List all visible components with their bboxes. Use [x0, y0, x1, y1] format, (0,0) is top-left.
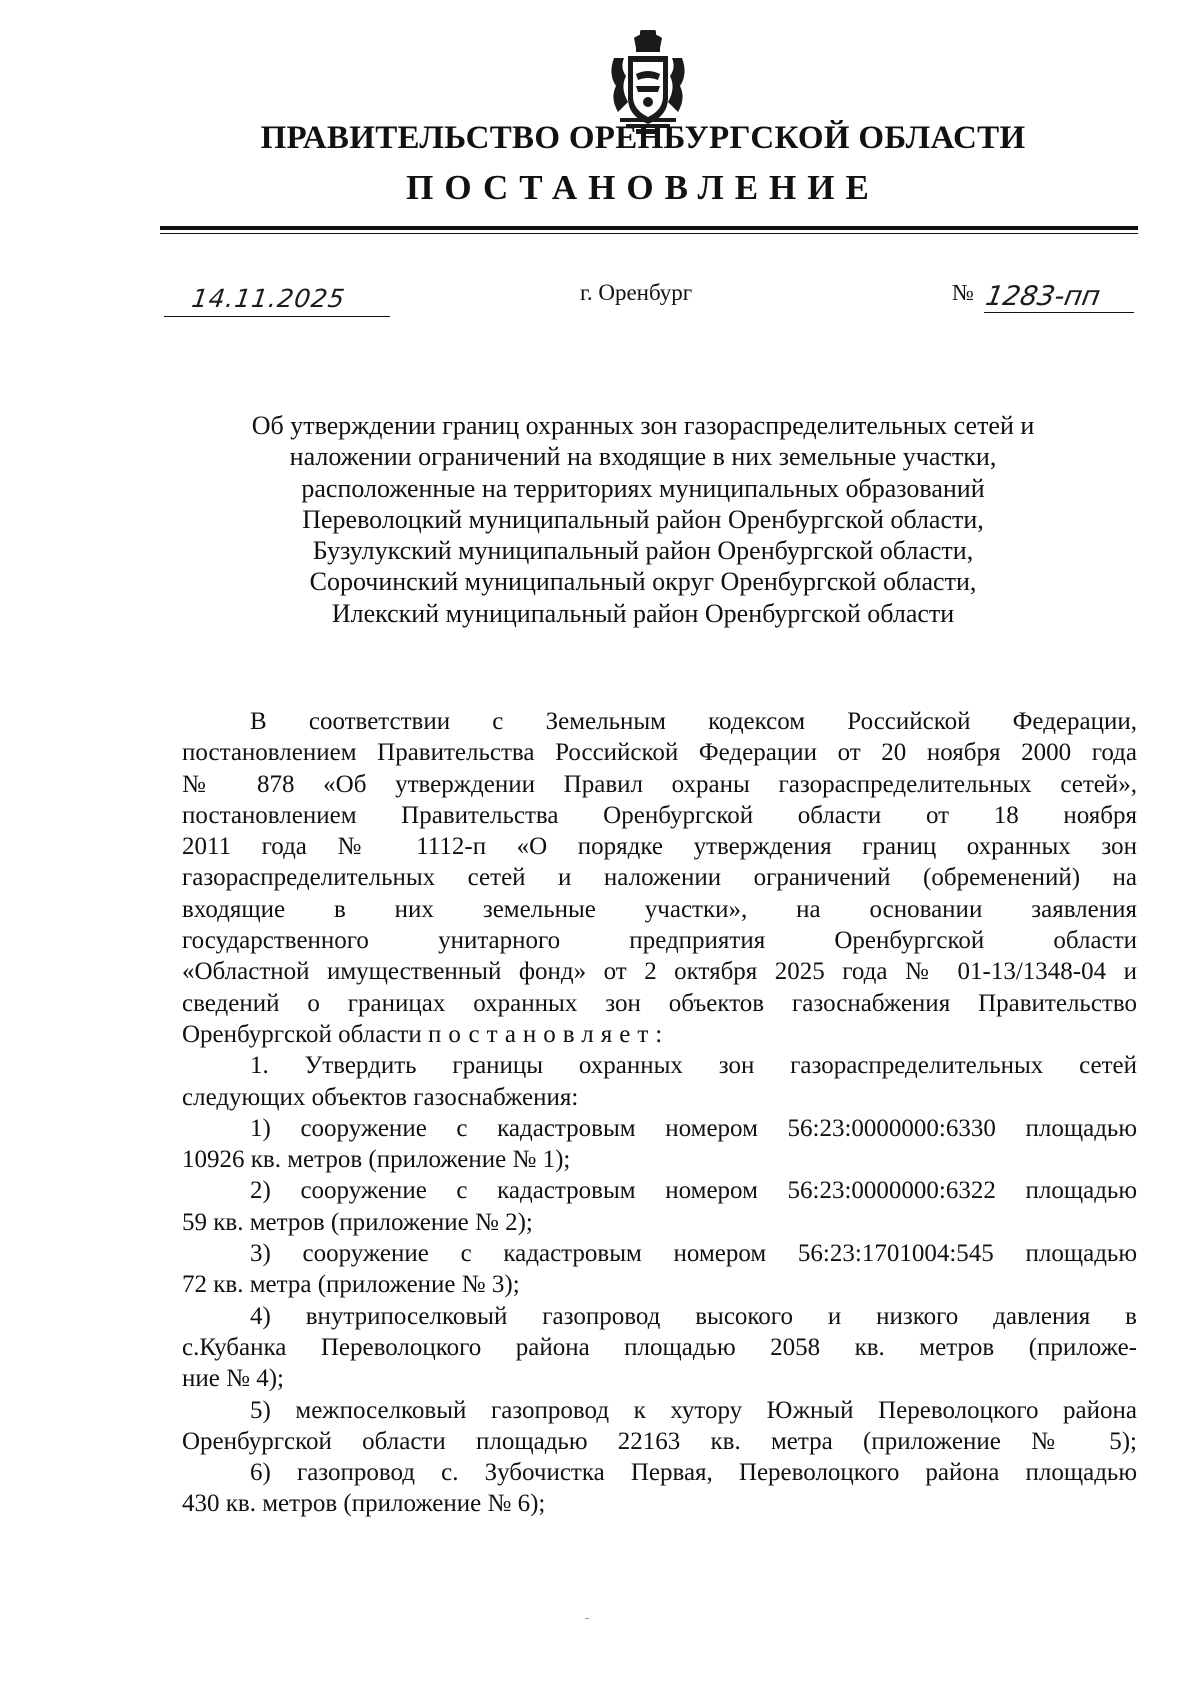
title-line: Переволоцкий муниципальный район Оренбургской области,: [302, 504, 984, 534]
body-line: «Областной имущественный фонд» от 2 октября 2025 года № 01-13/1348-04 и: [182, 958, 1137, 986]
body-text: Оренбургской области: [182, 1020, 422, 1048]
document-number-field: [984, 276, 1134, 313]
body-line: 1. Утвердить границы охранных зон газораспределительных сетей: [250, 1052, 1137, 1080]
document-type: ПОСТАНОВЛЕНИЕ: [406, 168, 880, 207]
document-title: [150, 410, 1136, 629]
body-line: постановлением Правительства Оренбургской области от 18 ноября: [182, 801, 1137, 829]
list-item: 72 кв. метра (приложение № 3);: [182, 1271, 520, 1299]
list-item: 430 кв. метров (приложение № 6);: [182, 1490, 546, 1518]
document-date-field: [164, 276, 390, 317]
page-mark: [585, 1618, 589, 1619]
body-line: входящие в них земельные участки», на основании заявления: [182, 895, 1137, 923]
title-line: Илекский муниципальный район Оренбургской области: [331, 598, 955, 628]
resolution-keyword: постановляет:: [427, 1020, 670, 1048]
body-line: 2011 года № 1112-п «О порядке утверждения границ охранных зон: [182, 833, 1137, 861]
body-line: газораспределительных сетей и наложении ограничений (обременений) на: [182, 864, 1137, 892]
list-item: 6) газопровод с. Зубочистка Первая, Переволоцкого района площадью: [250, 1459, 1137, 1487]
list-item: 4) внутрипоселковый газопровод высокого и низкого давления в: [250, 1302, 1137, 1330]
header-rule-thick: [160, 226, 1138, 230]
body-line: следующих объектов газоснабжения:: [182, 1083, 579, 1111]
list-item: 2) сооружение с кадастровым номером 56:23:0000000:6322 площадью: [250, 1177, 1137, 1205]
list-item: Оренбургской области площадью 22163 кв. метра (приложение № 5);: [182, 1427, 1137, 1455]
document-number-label: №: [952, 280, 974, 305]
list-item: 3) сооружение с кадастровым номером 56:23:1701004:545 площадью: [250, 1240, 1137, 1268]
title-line: Об утверждении границ охранных зон газораспределительных сетей и: [251, 411, 1035, 440]
document-number: 1283-пп: [983, 281, 1103, 312]
list-item: 5) межпоселковый газопровод к хутору Южный Переволоцкого района: [250, 1396, 1137, 1424]
body-line: В соответствии с Земельным кодексом Российской Федерации,: [250, 708, 1137, 735]
list-item: 10926 кв. метров (приложение № 1);: [182, 1146, 571, 1174]
title-line: Сорочинский муниципальный округ Оренбургской области,: [309, 567, 977, 597]
title-line: Бузулукский муниципальный район Оренбургской области,: [312, 536, 974, 566]
body-line: государственного унитарного предприятия Оренбургской области: [182, 927, 1137, 955]
header-rule-thin: [160, 233, 1138, 234]
document-body: [182, 706, 1137, 1520]
list-item: 1) сооружение с кадастровым номером 56:23:0000000:6330 площадью: [250, 1114, 1137, 1142]
body-line: сведений о границах охранных зон объектов газоснабжения Правительство: [182, 989, 1137, 1017]
document-date: 14.11.2025: [189, 284, 348, 313]
body-line: [182, 1019, 1137, 1050]
body-line: № 878 «Об утверждении Правил охраны газораспределительных сетей»,: [182, 770, 1137, 798]
document-city: г. Оренбург: [580, 280, 693, 305]
title-line: расположенные на территориях муниципальных образований: [301, 473, 985, 503]
title-line: наложении ограничений на входящие в них земельные участки,: [289, 442, 997, 472]
list-item: 59 кв. метров (приложение № 2);: [182, 1208, 533, 1236]
organization-name: ПРАВИТЕЛЬСТВО ОРЕНБУРГСКОЙ ОБЛАСТИ: [260, 120, 1026, 156]
body-line: постановлением Правительства Российской Федерации от 20 ноября 2000 года: [182, 739, 1137, 767]
list-item: с.Кубанка Переволоцкого района площадью 2058 кв. метров (приложе-: [182, 1333, 1137, 1361]
list-item: ние № 4);: [182, 1365, 284, 1393]
